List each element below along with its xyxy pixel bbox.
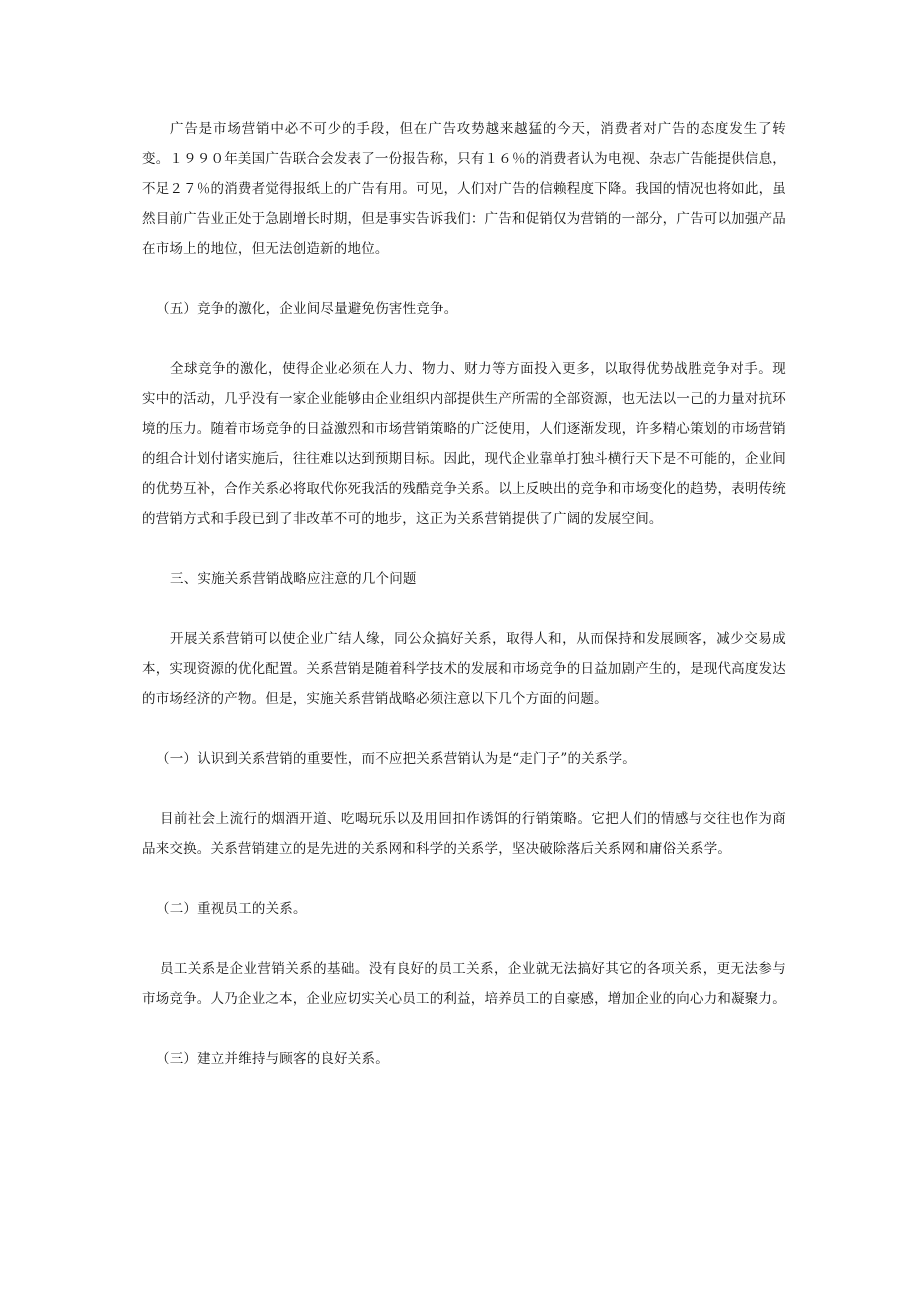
paragraph-global-competition: 全球竞争的激化，使得企业必须在人力、物力、财力等方面投入更多，以取得优势战胜竞争对手。现实中的活动，几乎没有一家企业能够由企业组织内部提供生产所需的全部资源，也无法以一己的力量对抗环境的压力。随着市场竞争的日益激烈和市场营销策略的广泛使用，人们逐渐发现，许多精心策划的市场营销的组合计划付诸实施后，往往难以达到预期目标。因此，现代企业靠单打独斗横行天下是不可能的，企业间的优势互补，合作关系必将取代你死我活的残酷竞争关系。以上反映出的竞争和市场变化的趋势，表明传统的营销方式和手段已到了非改革不可的地步，这正为关系营销提供了广阔的发展空间。: [142, 361, 786, 527]
paragraph-employee-relations: 员工关系是企业营销关系的基础。没有良好的员工关系，企业就无法搞好其它的各项关系，更无法参与市场竞争。人乃企业之本，企业应切实关心员工的利益，培养员工的自豪感，增加企业的向心力和凝聚力。: [142, 961, 786, 1007]
paragraph-advertising: 广告是市场营销中必不可少的手段，但在广告攻势越来越猛的今天，消费者对广告的态度发生了转变。１９９０年美国广告联合会发表了一份报告称，只有１６％的消费者认为电视、杂志广告能提供信息，不足２７％的消费者觉得报纸上的广告有用。可见，人们对广告的信赖程度下降。我国的情况也将如此，虽然目前广告业正处于急剧增长时期，但是事实告诉我们：广告和促销仅为营销的一部分，广告可以加强产品在市场上的地位，但无法创造新的地位。: [142, 121, 786, 257]
heading-importance: （一）认识到关系营销的重要性，而不应把关系营销认为是“走门子”的关系学。: [156, 751, 637, 767]
paragraph-relationship-marketing: 开展关系营销可以使企业广结人缘，同公众搞好关系，取得人和，从而保持和发展顾客，减少交易成本，实现资源的优化配置。关系营销是随着科学技术的发展和市场竞争的日益加剧产生的，是现代高度发达的市场经济的产物。但是，实施关系营销战略必须注意以下几个方面的问题。: [142, 631, 786, 707]
heading-employee-relations: （二）重视员工的关系。: [156, 901, 307, 917]
heading-customer-relations: （三）建立并维持与顾客的良好关系。: [156, 1051, 389, 1067]
section-heading-three: 三、实施关系营销战略应注意的几个问题: [170, 571, 417, 587]
document-page: [142, 114, 786, 1074]
heading-competition: （五）竞争的激化，企业间尽量避免伤害性竞争。: [156, 301, 458, 317]
paragraph-social-practice: 目前社会上流行的烟酒开道、吃喝玩乐以及用回扣作诱饵的行销策略。它把人们的情感与交往也作为商品来交换。关系营销建立的是先进的关系网和科学的关系学，坚决破除落后关系网和庸俗关系学。: [142, 811, 786, 857]
